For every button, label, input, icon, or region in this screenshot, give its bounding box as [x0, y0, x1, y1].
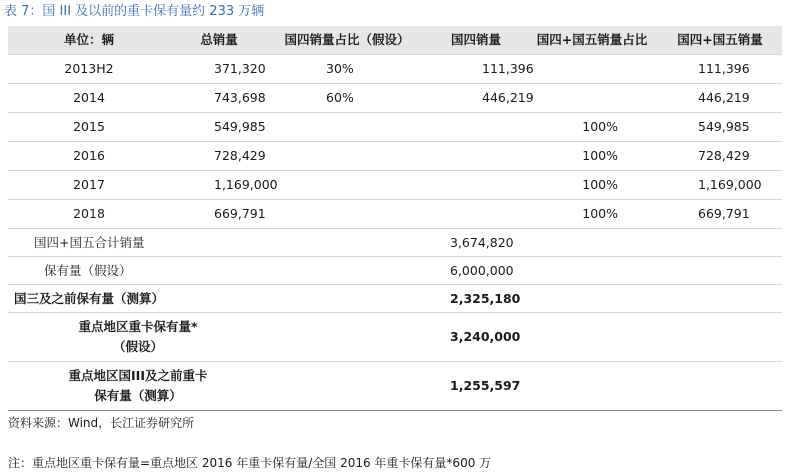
key-region-label-line2: （假设） [112, 339, 163, 354]
cell-gs4-share: 60% [268, 84, 426, 113]
empty-cell [268, 313, 426, 362]
header-gs4-share: 国四销量占比（假设） [268, 26, 426, 55]
cell-gs4-share: 30% [268, 55, 426, 84]
cell-total-sales: 743,698 [170, 84, 268, 113]
cell-gs45-sales: 1,169,000 [658, 171, 782, 200]
summary-row-pre-holdings [8, 285, 782, 313]
empty-cell [658, 285, 782, 313]
cell-gs45-sales: 446,219 [658, 84, 782, 113]
cell-gs4-sales [426, 142, 526, 171]
empty-cell [658, 229, 782, 257]
cell-year: 2013H2 [8, 55, 170, 84]
header-total-sales: 总销量 [170, 26, 268, 55]
source-text: 资料来源：Wind，长江证券研究所 [8, 416, 195, 430]
holdings-table [8, 26, 782, 411]
header-row [8, 26, 782, 55]
cell-year: 2017 [8, 171, 170, 200]
empty-cell [658, 257, 782, 285]
cell-gs45-sales: 669,791 [658, 200, 782, 229]
cell-gs4-share [268, 142, 426, 171]
header-gs4-sales: 国四销量 [426, 26, 526, 55]
cell-gs4-sales [426, 200, 526, 229]
table-row [8, 55, 782, 84]
table-row [8, 113, 782, 142]
table-row [8, 84, 782, 113]
cell-gs4-sales [426, 113, 526, 142]
cell-gs4-share [268, 171, 426, 200]
cell-total-sales: 371,320 [170, 55, 268, 84]
summary-row-key-region [8, 313, 782, 362]
header-gs45-sales: 国四+国五销量 [658, 26, 782, 55]
cell-year: 2016 [8, 142, 170, 171]
pre-holdings-value: 2,325,180 [426, 285, 658, 313]
cell-gs45-share [526, 55, 658, 84]
summary-row-holdings [8, 257, 782, 285]
combined-sales-label: 国四+国五合计销量 [8, 229, 426, 257]
cell-year: 2015 [8, 113, 170, 142]
key-region-label [8, 313, 268, 362]
cell-gs4-share [268, 200, 426, 229]
cell-year: 2018 [8, 200, 170, 229]
table-row [8, 171, 782, 200]
key-region-pre-label-line2: 保有量（测算） [94, 388, 182, 403]
table-title: 表 7：国 III 及以前的重卡保有量约 233 万辆 [4, 4, 265, 19]
cell-gs45-share: 100% [526, 200, 658, 229]
note-text: 注：重点地区重卡保有量=重点地区 2016 年重卡保有量/全国 2016 年重卡保有量*600 万 [8, 456, 492, 470]
empty-cell [268, 362, 426, 411]
header-unit: 单位：辆 [8, 26, 170, 55]
cell-gs45-sales: 728,429 [658, 142, 782, 171]
cell-total-sales: 1,169,000 [170, 171, 268, 200]
cell-total-sales: 728,429 [170, 142, 268, 171]
combined-sales-value: 3,674,820 [426, 229, 658, 257]
holdings-value: 6,000,000 [426, 257, 658, 285]
key-region-label-line1: 重点地区重卡保有量* [78, 319, 198, 334]
cell-gs4-sales: 446,219 [426, 84, 526, 113]
table-row [8, 142, 782, 171]
cell-gs45-share: 100% [526, 171, 658, 200]
summary-row-combined-sales [8, 229, 782, 257]
cell-gs4-sales [426, 171, 526, 200]
cell-gs45-share [526, 84, 658, 113]
key-region-pre-label [8, 362, 268, 411]
cell-gs45-sales: 549,985 [658, 113, 782, 142]
cell-total-sales: 549,985 [170, 113, 268, 142]
cell-gs45-share: 100% [526, 142, 658, 171]
cell-year: 2014 [8, 84, 170, 113]
key-region-pre-value: 1,255,597 [426, 362, 658, 411]
cell-gs4-share [268, 113, 426, 142]
cell-gs45-share: 100% [526, 113, 658, 142]
pre-holdings-label: 国三及之前保有量（测算） [8, 285, 426, 313]
key-region-pre-label-line1: 重点地区国III及之前重卡 [68, 368, 208, 383]
empty-cell [658, 313, 782, 362]
header-gs45-share: 国四+国五销量占比 [526, 26, 658, 55]
cell-gs4-sales: 111,396 [426, 55, 526, 84]
cell-total-sales: 669,791 [170, 200, 268, 229]
table-row [8, 200, 782, 229]
key-region-value: 3,240,000 [426, 313, 658, 362]
summary-row-key-region-pre [8, 362, 782, 411]
cell-gs45-sales: 111,396 [658, 55, 782, 84]
holdings-label: 保有量（假设） [8, 257, 426, 285]
empty-cell [658, 362, 782, 411]
